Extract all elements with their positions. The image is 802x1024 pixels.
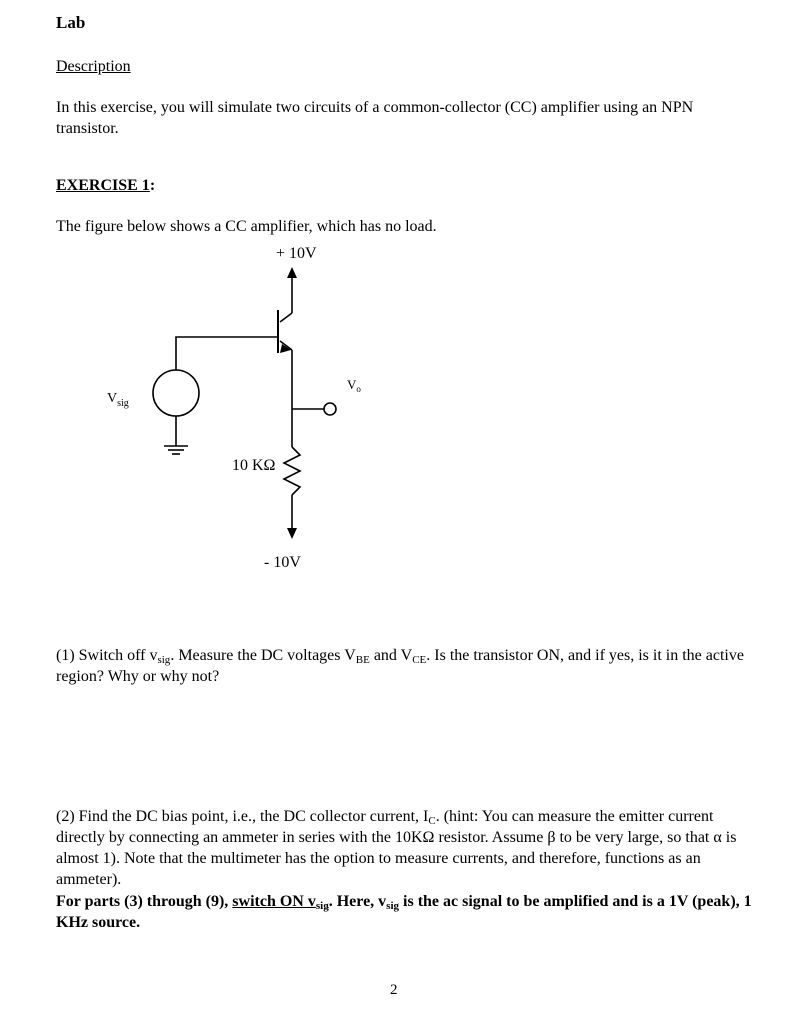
vo-label-main: V (347, 377, 357, 392)
signal-source-circle (153, 370, 199, 416)
vee-arrow-icon (287, 528, 297, 539)
parts-note-text-1: For parts (3) through (9), (56, 893, 233, 910)
resistor-label: 10 KΩ (232, 457, 276, 474)
description-text: In this exercise, you will simulate two circuits of a common-collector (CC) amplifier using an NPN transistor. (56, 99, 694, 137)
parts-note (56, 891, 756, 933)
page-number: 2 (390, 982, 398, 998)
switch-on-vsig (232, 893, 328, 910)
vsig-label (107, 391, 129, 409)
output-terminal (324, 403, 336, 415)
vo-label (347, 377, 361, 394)
resistor (284, 447, 300, 495)
q1-text-1: (1) Switch off v (56, 647, 158, 664)
base-wire (176, 337, 278, 370)
parts-note-sub: sig (386, 900, 400, 912)
page-title: Lab (56, 13, 86, 32)
q1-sub-ce: CE (412, 654, 427, 666)
exercise-1-heading-word: EXERCISE 1 (56, 177, 150, 194)
parts-note-text-3: is the ac signal to be amplified and is a 1V (peak), 1 KHz source. (56, 893, 752, 931)
q1-sub-sig: sig (157, 654, 171, 666)
question-2 (56, 806, 756, 890)
vo-label-sub: o (356, 384, 361, 394)
description-heading: Description (56, 58, 131, 75)
q2-text-2: . (hint: You can measure the emitter current directly by connecting an ammeter in series with the 10KΩ resistor. Assume β to be very large, so that α is almost 1). Note that the multimeter has the option to measure currents, and therefore, functions as an ammeter). (56, 808, 737, 888)
parts-note-text-2: . Here, v (328, 893, 387, 910)
collector-lead (280, 313, 292, 322)
q1-text-2: . Measure the DC voltages V (170, 647, 356, 664)
switch-on-text: switch ON v (232, 893, 316, 910)
q2-sub-c: C (428, 815, 436, 827)
switch-on-sub: sig (315, 900, 329, 912)
vsig-label-sub: sig (117, 398, 129, 409)
vee-label: - 10V (264, 554, 301, 571)
q2-text-1: (2) Find the DC bias point, i.e., the DC collector current, I (56, 808, 429, 825)
q1-text-3: and V (369, 647, 413, 664)
figure-intro-text: The figure below shows a CC amplifier, which has no load. (56, 218, 437, 235)
q1-text-4: . Is the transistor ON, and if yes, is it in the active region? Why or why not? (56, 647, 744, 685)
vsig-label-main: V (107, 391, 118, 406)
q1-sub-be: BE (355, 654, 370, 666)
vcc-label: + 10V (276, 245, 317, 262)
vcc-arrow-icon (287, 267, 297, 278)
exercise-1-heading-colon: : (149, 177, 156, 194)
question-1 (56, 645, 756, 687)
